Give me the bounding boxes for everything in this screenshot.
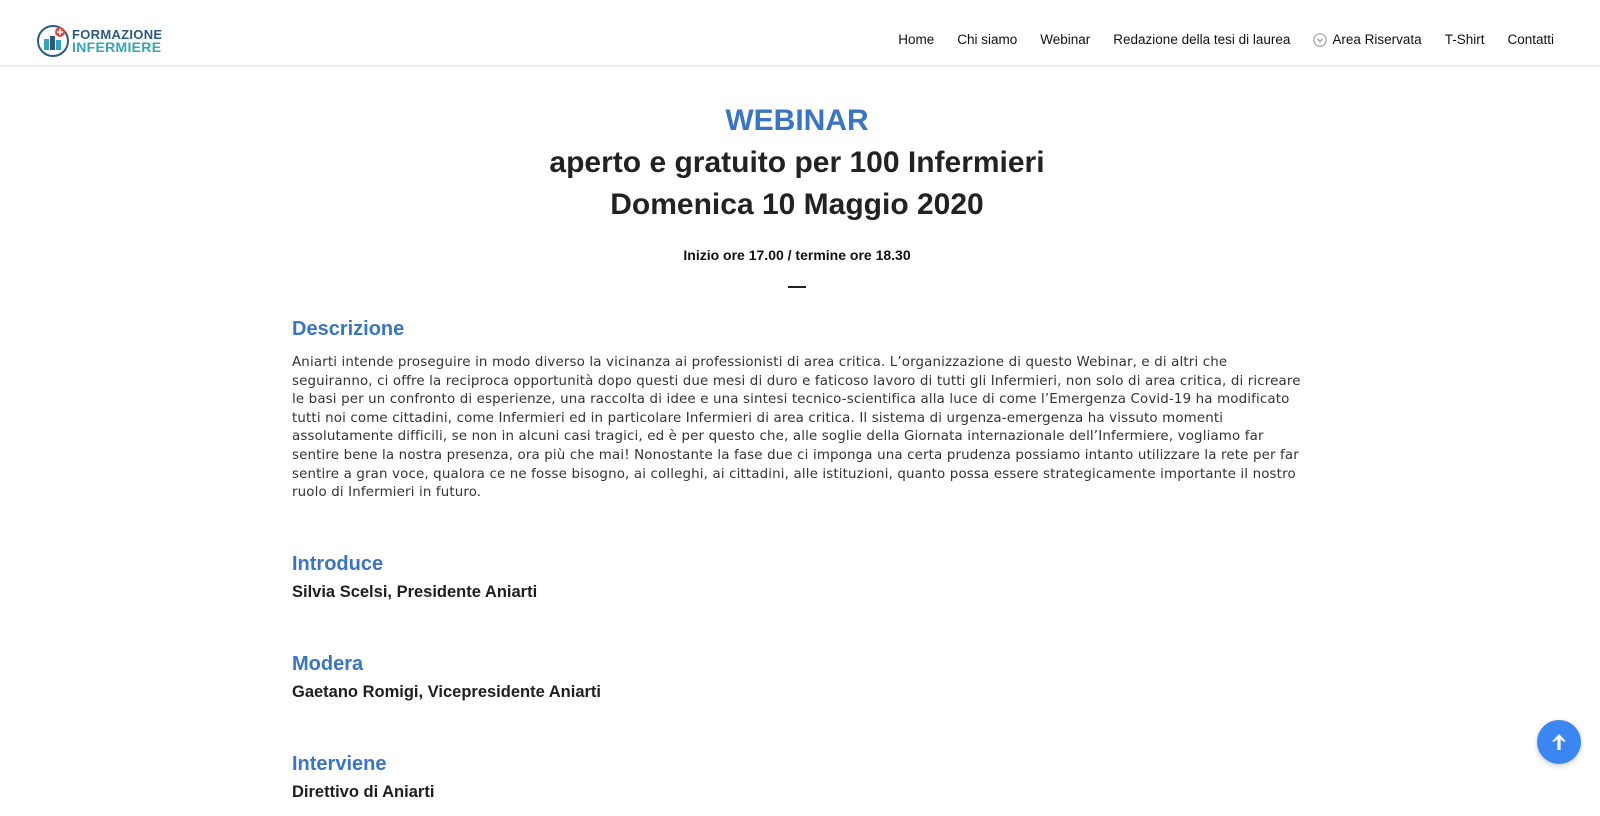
interviene-section <box>292 751 1302 803</box>
nav-t-shirt[interactable] <box>1445 32 1485 47</box>
nav-contatti-label: Contatti <box>1507 32 1554 47</box>
nav-webinar[interactable] <box>1040 32 1090 47</box>
nav-t-shirt-label: T-Shirt <box>1444 32 1485 47</box>
description-heading: Descrizione <box>292 318 405 340</box>
site-logo[interactable] <box>36 24 162 58</box>
introduce-section <box>292 551 1302 603</box>
main-content <box>292 100 1302 803</box>
arrow-up-icon <box>1550 732 1568 752</box>
modera-section <box>292 651 1302 703</box>
scroll-to-top-button[interactable] <box>1537 720 1581 764</box>
nav-webinar-label: Webinar <box>1040 32 1091 47</box>
modera-heading: Modera <box>292 652 364 675</box>
interviene-heading: Interviene <box>292 752 387 775</box>
nav-home-label: Home <box>898 32 935 47</box>
introduce-name: Silvia Scelsi, Presidente Aniarti <box>292 582 538 601</box>
nav-home[interactable] <box>898 32 934 47</box>
description-text: Aniarti intende proseguire in modo diverso la vicinanza ai professionisti di area critica. L’organizzazione di questo Webinar, e di altri che seguiranno, ci offre la reciproca opportunità dopo questi due mesi di duro e faticoso lavoro di tutti gli Infermieri, non solo di area critica, di ricreare le basi per un confronto di esperienze, una raccolta di idee e una sintesi tecnico-scientifica alla luce di come l’Emergenza Covid-19 ha modificato tutti noi come cittadini, come Infermieri ed in particolare Infermieri di area critica. Il sistema di urgenza-emergenza ha vissuto momenti assolutamente difficili, se non in alcuni casi tragici, ed è per questo che, alle soglie della Giornata internazionale dell’Infermiere, vogliamo far sentire bene la nostra presenza, ora più che mai! Nonostante la fase due ci imponga una certa prudenza possiamo intanto utilizzare la rete per far sentire a gran voce, qualora ce ne fosse bisogno, ai colleghi, ai cittadini, alle istituzioni, quanto possa essere strategicamente importante il nostro ruolo di Infermieri in futuro. <box>292 355 1301 501</box>
hero-label: WEBINAR <box>725 104 869 137</box>
nav-contatti[interactable] <box>1507 32 1554 47</box>
nav-tesi-label: Redazione della tesi di laurea <box>1113 32 1291 47</box>
nav-chi-siamo-label: Chi siamo <box>957 32 1018 47</box>
webinar-hero <box>292 100 1302 288</box>
logo-text <box>72 28 162 54</box>
modera-name: Gaetano Romigi, Vicepresidente Aniarti <box>292 682 601 701</box>
site-header <box>0 0 1600 66</box>
introduce-heading: Introduce <box>292 552 384 575</box>
logo-mark-icon <box>36 24 70 58</box>
description-section <box>292 316 1302 503</box>
nav-area-riservata[interactable] <box>1313 32 1421 47</box>
logo-line-1: FORMAZIONE <box>72 27 163 42</box>
hero-time: Inizio ore 17.00 / termine ore 18.30 <box>683 247 911 263</box>
main-nav <box>875 32 1554 47</box>
divider <box>788 286 806 288</box>
logo-line-2: INFERMIERE <box>72 39 162 55</box>
nav-tesi-di-laurea[interactable] <box>1113 32 1290 47</box>
hero-date: Domenica 10 Maggio 2020 <box>610 188 984 221</box>
nav-area-riservata-label: Area Riservata <box>1332 32 1422 47</box>
interviene-name: Direttivo di Aniarti <box>292 782 435 801</box>
nav-chi-siamo[interactable] <box>957 32 1017 47</box>
chevron-circle-icon <box>1313 33 1327 47</box>
hero-subtitle: aperto e gratuito per 100 Infermieri <box>549 146 1045 179</box>
